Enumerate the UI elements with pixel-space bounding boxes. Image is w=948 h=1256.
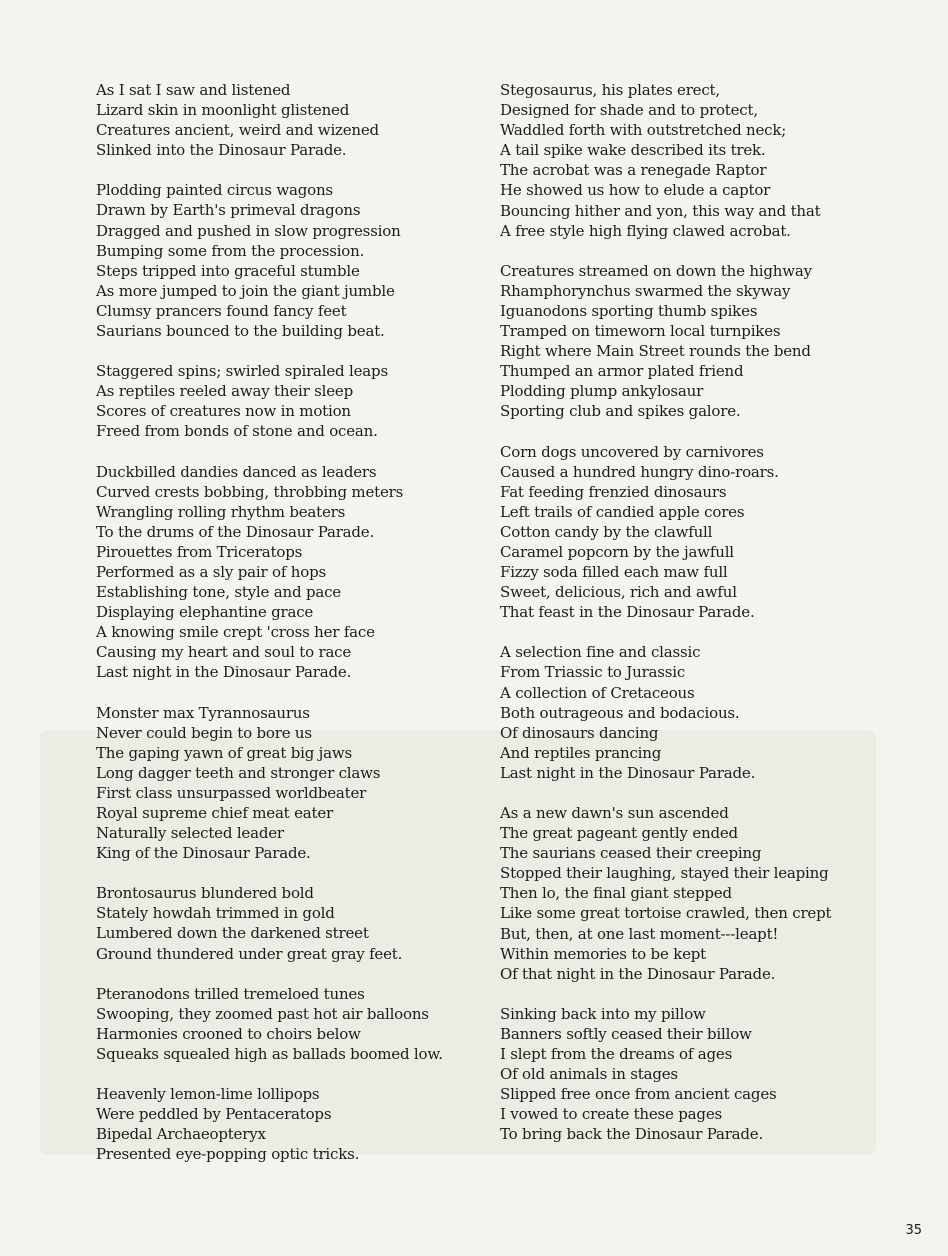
poem-line: As a new dawn's sun ascended [500, 804, 729, 822]
poem-right-column [500, 80, 860, 1165]
stanza [96, 361, 486, 441]
stanza [96, 883, 486, 963]
poem-line: A collection of Cretaceous [500, 683, 695, 702]
poem-line: Curved crests bobbing, throbbing meters [96, 482, 404, 501]
poem-line: Creatures streamed on down the highway [500, 261, 812, 280]
poem-line: Waddled forth with outstretched neck; [500, 121, 787, 140]
poem-line: Pirouettes from Triceratops [96, 542, 303, 561]
poem-line: A tail spike wake described its trek. [500, 141, 766, 160]
poem-line: Monster max Tyrannosaurus [96, 703, 310, 722]
poem-line: Sweet, delicious, rich and awful [500, 583, 737, 602]
poem-line: Last night in the Dinosaur Parade. [500, 763, 756, 782]
poem-line: Were peddled by Pentaceratops [96, 1105, 332, 1124]
poem-line: As reptiles reeled away their sleep [96, 382, 354, 401]
poem-line: Presented eye-popping optic tricks. [96, 1145, 360, 1164]
poem-line: A free style high flying clawed acrobat. [500, 221, 791, 240]
stanza [96, 984, 486, 1064]
poem-line: The acrobat was a renegade Raptor [500, 161, 767, 180]
poem-line: Plodding plump ankylosaur [500, 382, 704, 401]
poem-line: Brontosaurus blundered bold [96, 884, 314, 903]
poem-line: Swooping, they zoomed past hot air balloons [96, 1004, 429, 1023]
stanza [96, 180, 486, 341]
poem-line: Ground thundered under great gray feet. [96, 944, 403, 963]
poem-line: As I sat I saw and listened [96, 81, 291, 99]
poem-line: Lumbered down the darkened street [96, 924, 369, 943]
page-number: 35 [905, 1223, 922, 1238]
poem-line: Pteranodons trilled tremeloed tunes [96, 984, 365, 1003]
poem-line: Designed for shade and to protect, [500, 101, 758, 120]
poem-line: And reptiles prancing [500, 743, 662, 762]
poem-line: Slipped free once from ancient cages [500, 1085, 777, 1104]
poem-line: Squeaks squealed high as ballads boomed low. [96, 1044, 443, 1063]
poem-line: Tramped on timeworn local turnpikes [500, 322, 781, 341]
poem-line: Wrangling rolling rhythm beaters [96, 502, 346, 521]
poem-line: Fat feeding frenzied dinosaurs [500, 482, 727, 501]
stanza [96, 80, 486, 160]
poem-line: Both outrageous and bodacious. [500, 703, 740, 722]
poem-line: Naturally selected leader [96, 824, 284, 843]
poem-line: Of that night in the Dinosaur Parade. [500, 964, 776, 983]
poem-line: Duckbilled dandies danced as leaders [96, 462, 377, 481]
poem-line: Harmonies crooned to choirs below [96, 1024, 361, 1043]
poem-line: Fizzy soda filled each maw full [500, 563, 728, 582]
poem-line: Cotton candy by the clawfull [500, 522, 713, 541]
poem-line: Banners softly ceased their billow [500, 1024, 752, 1043]
poem-line: Right where Main Street rounds the bend [500, 342, 811, 361]
poem-line: The saurians ceased their creeping [500, 844, 762, 863]
poem-line: First class unsurpassed worldbeater [96, 783, 367, 802]
poem-line: The gaping yawn of great big jaws [96, 743, 353, 762]
poem-line: Within memories to be kept [500, 944, 707, 963]
poem-line: A selection fine and classic [500, 643, 701, 662]
poem-line: Never could begin to bore us [96, 723, 312, 742]
poem-line: Stegosaurus, his plates erect, [500, 81, 720, 99]
poem-line: Saurians bounced to the building beat. [96, 322, 385, 341]
poem-line: Like some great tortoise crawled, then crept [500, 904, 832, 923]
poem-line: Then lo, the final giant stepped [500, 884, 732, 903]
stanza [500, 442, 860, 623]
poem-line: Iguanodons sporting thumb spikes [500, 301, 758, 320]
poem-line: The great pageant gently ended [500, 824, 738, 843]
poem-line: Slinked into the Dinosaur Parade. [96, 141, 347, 160]
poem-line: Of dinosaurs dancing [500, 723, 659, 742]
poem-line: Long dagger teeth and stronger claws [96, 763, 381, 782]
poem-line: Causing my heart and soul to race [96, 643, 352, 662]
poem-line: But, then, at one last moment---leapt! [500, 924, 779, 943]
poem-line: King of the Dinosaur Parade. [96, 844, 311, 863]
poem-line: A knowing smile crept 'cross her face [96, 623, 375, 642]
poem-line: Performed as a sly pair of hops [96, 562, 326, 581]
poem-line: Freed from bonds of stone and ocean. [96, 422, 378, 441]
poem-line: Lizard skin in moonlight glistened [96, 101, 350, 120]
poem-line: I slept from the dreams of ages [500, 1045, 733, 1064]
poem-line: Clumsy prancers found fancy feet [96, 301, 347, 320]
stanza [500, 642, 860, 783]
poem-line: Rhamphorynchus swarmed the skyway [500, 281, 791, 300]
stanza [500, 803, 860, 984]
poem-left-column [96, 80, 486, 1184]
poem-line: Bumping some from the procession. [96, 241, 365, 260]
poem-line: Heavenly lemon-lime lollipops [96, 1085, 320, 1104]
poem-line: To the drums of the Dinosaur Parade. [96, 522, 375, 541]
poem-line: From Triassic to Jurassic [500, 663, 686, 682]
poem-line: Corn dogs uncovered by carnivores [500, 442, 764, 461]
poem-line: Bouncing hither and yon, this way and that [500, 201, 821, 220]
poem-line: Of old animals in stages [500, 1065, 678, 1084]
stanza [96, 1084, 486, 1164]
poem-line: Royal supreme chief meat eater [96, 804, 333, 822]
poem-line: Stately howdah trimmed in gold [96, 904, 335, 923]
poem-line: Stopped their laughing, stayed their leaping [500, 864, 829, 883]
poem-line: Plodding painted circus wagons [96, 181, 333, 200]
poem-line: Caramel popcorn by the jawfull [500, 542, 734, 561]
poem-line: That feast in the Dinosaur Parade. [500, 603, 755, 622]
poem-line: To bring back the Dinosaur Parade. [500, 1125, 764, 1144]
stanza [500, 1004, 860, 1145]
poem-line: Displaying elephantine grace [96, 603, 314, 622]
poem-line: Establishing tone, style and pace [96, 583, 341, 602]
poem-line: Creatures ancient, weird and wizened [96, 121, 379, 140]
poem-line: Bipedal Archaeopteryx [96, 1125, 266, 1144]
poem-line: Last night in the Dinosaur Parade. [96, 663, 352, 682]
poem-line: Sinking back into my pillow [500, 1004, 706, 1023]
poem-line: Scores of creatures now in motion [96, 402, 351, 421]
stanza [96, 462, 486, 683]
poem-line: Caused a hundred hungry dino-roars. [500, 462, 779, 481]
poem-line: Drawn by Earth's primeval dragons [96, 201, 361, 220]
poem-line: Steps tripped into graceful stumble [96, 261, 360, 280]
poem-line: He showed us how to elude a captor [500, 181, 771, 200]
poem-line: Left trails of candied apple cores [500, 502, 745, 521]
poem-line: Thumped an armor plated friend [500, 362, 744, 381]
poem-line: Dragged and pushed in slow progression [96, 221, 401, 240]
poem-line: I vowed to create these pages [500, 1105, 723, 1124]
poem-line: Staggered spins; swirled spiraled leaps [96, 362, 388, 381]
poem-line: As more jumped to join the giant jumble [96, 281, 395, 300]
stanza [96, 703, 486, 864]
poem-line: Sporting club and spikes galore. [500, 402, 741, 421]
stanza [500, 261, 860, 422]
stanza [500, 80, 860, 241]
